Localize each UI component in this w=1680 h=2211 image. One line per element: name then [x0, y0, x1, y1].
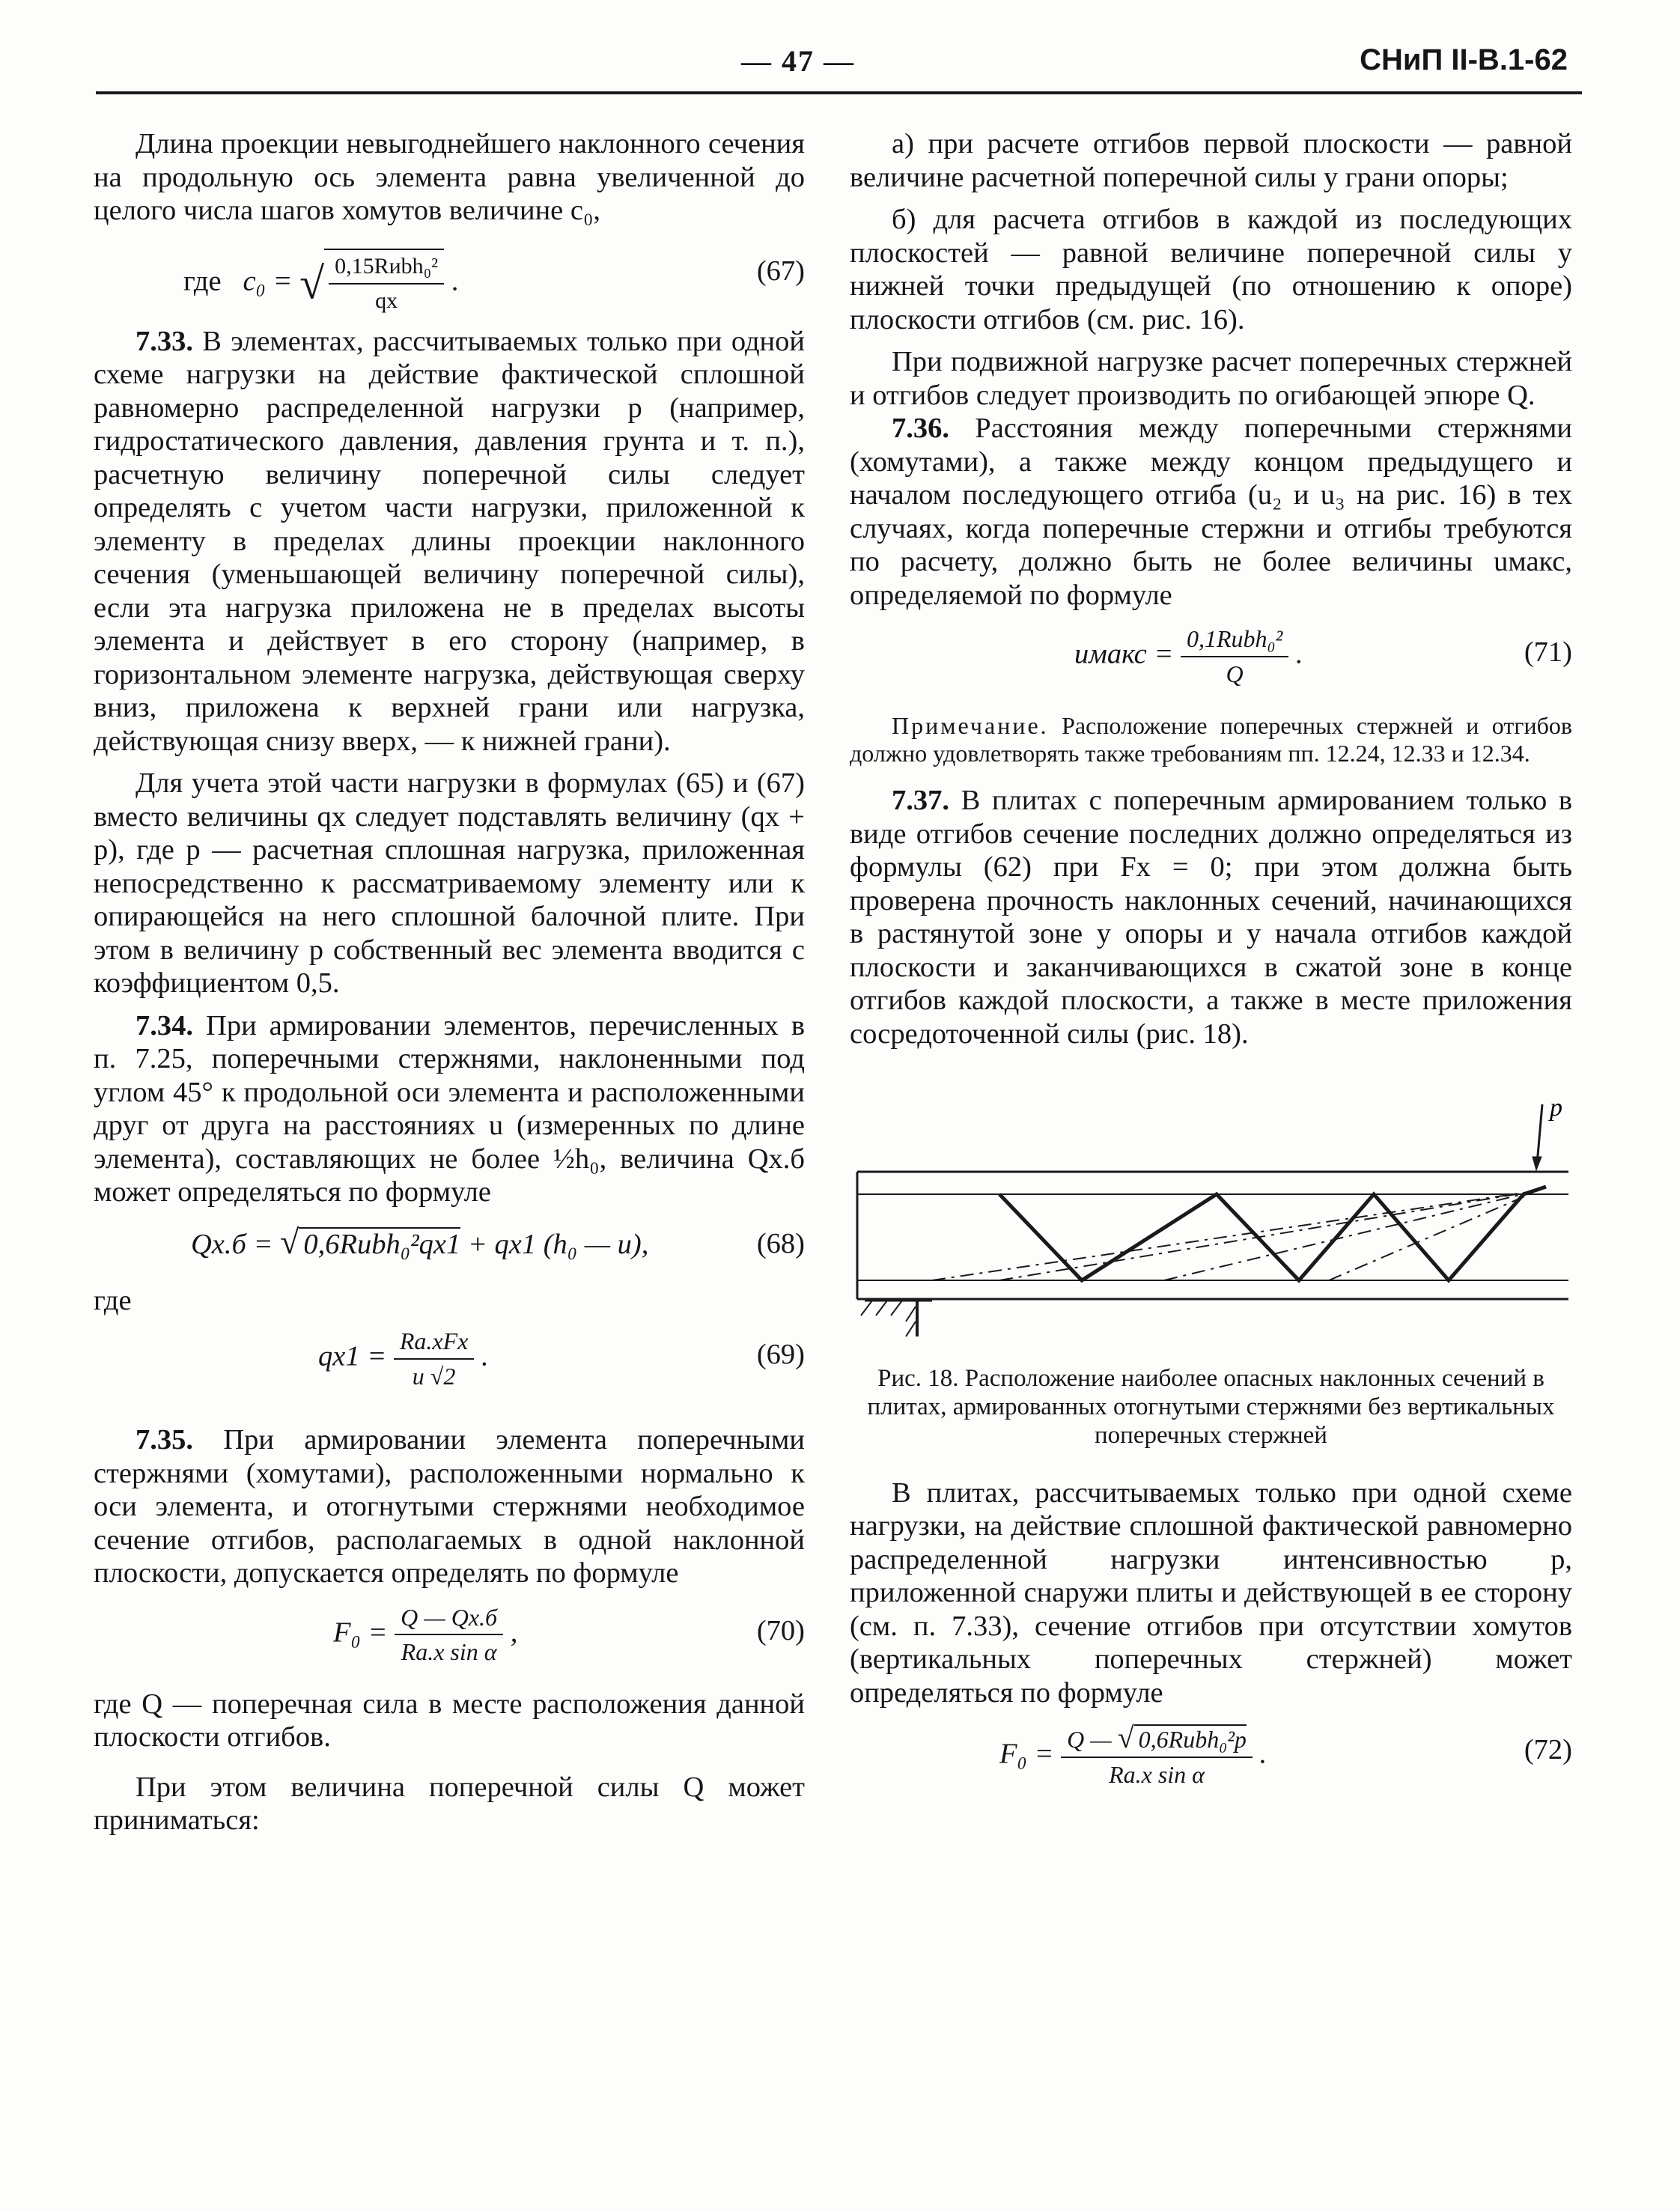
paragraph-shear-force: При этом величина поперечной силы Q может приниматься:: [94, 1771, 805, 1836]
page-number: — 47 —: [741, 44, 855, 78]
where-definition-q: где Q — поперечная сила в месте расположения данной плоскости отгибов.: [94, 1688, 805, 1753]
equation-70: F₀ = $\frac{Q — Qx.б}{\text{Ra.x sin α}}$ , (70): [94, 1598, 805, 1680]
where-label: где: [94, 1284, 132, 1316]
note-heading: Примечание.: [892, 712, 1049, 739]
section-text: Расстояния между поперечными стержнями (хомутами), а также между концом предыдущего и началом последующего отгиба (u₂ и u₃ на рис. 16) в тех случаях, когда поперечные стержни и отгибы требуются по расчету, должно быть не более величины uмакс, определяемой по формуле: [850, 413, 1572, 611]
eq72-lhs: F₀ =: [999, 1738, 1054, 1770]
note: [850, 712, 1572, 767]
eq71-lhs: uмакс =: [1074, 638, 1174, 670]
eq67-numerator: 0,15Rиbh₀²: [329, 250, 444, 285]
section-7-37: [850, 784, 1572, 1050]
eq71-label: (71): [1524, 636, 1572, 668]
equation-71: uмакс = $\frac{\text{0,1Rиbh₀²}}{Q}$ . (71): [850, 619, 1572, 702]
eq70-label: (70): [756, 1614, 805, 1646]
eq71-fraction: [1181, 622, 1288, 690]
eq72-root: 0,6Rиbh₀²p: [1134, 1724, 1247, 1753]
section-7-33: [94, 325, 805, 758]
eq69-lhs: qx1 =: [318, 1340, 387, 1372]
paragraph-slabs: В плитах, рассчитываемых только при одной схеме нагрузки, на действие сплошной фактической равномерно распределенной нагрузки интенсивностью p, приложенной снаружи плиты и действующей в ее сторону (см. п. 7.33), сечение отгибов при отсутствии хомутов (вертикальных поперечных стержней) может определяться по формуле: [850, 1476, 1572, 1709]
section-number: 7.36.: [892, 413, 949, 444]
eq71-denominator: Q: [1226, 660, 1244, 687]
inclined-section-3: [1164, 1190, 1539, 1280]
section-7-35: [94, 1423, 805, 1590]
eq70-numerator: Q — Qx.б: [395, 1601, 503, 1636]
note-text: Расположение поперечных стержней и отгибов должно удовлетворять также требованиям пп. 12.24, 12.33 и 12.34.: [850, 712, 1573, 767]
equation-68: Qx.б = √ 0,6Rиbh₀²qx1 + qx1 (h₀ — u), (68): [191, 1222, 805, 1261]
eq67-where: где: [183, 264, 222, 296]
eq72-numerator: Q — √ 0,6Rиbh₀²p: [1061, 1721, 1253, 1758]
eq69-denominator: u √2: [412, 1362, 456, 1390]
item-b: б) для расчета отгибов в каждой из последующих плоскостей — равной величине поперечной силы у нижней точки предыдущей (по отношению к опоре) плоскости отгибов (см. рис. 16).: [850, 204, 1572, 335]
eq67-label: (67): [756, 255, 805, 287]
equation-72: F₀ = $\frac{\text{Q — √ 0,6Rиbh₀²p}}{\text{Ra.x sin α}}$ . (72): [850, 1717, 1572, 1799]
load-label: p: [1550, 1094, 1562, 1122]
inclined-section-1: [932, 1190, 1539, 1280]
figure-caption: Рис. 18. Расположение наиболее опасных наклонных сечений в плитах, армированных отогнутыми стержнями без вертикальных поперечных стержней: [867, 1364, 1555, 1449]
equation-67: где c₀ = √ $\frac{\text{0,15Rиbh₀²}}{qx}$ . (67): [94, 235, 805, 317]
eq67-lhs: c₀ =: [243, 264, 293, 296]
eq68-label: (68): [756, 1227, 805, 1259]
eq72-num-q: Q —: [1067, 1726, 1112, 1753]
section-number: 7.34.: [136, 1009, 193, 1041]
section-text: В плитах с поперечным армированием только в виде отгибов сечение последних должно определяться из формулы (62) при Fx = 0; при этом должна быть проверена прочность наклонных сечений, начинающихся в растянутой зоне у опоры и у начала отгибов каждой плоскости и заканчивающихся в сжатой зоне в конце отгибов каждой плоскости, а также в месте приложения сосредоточенной силы (рис. 18).: [850, 785, 1573, 1050]
section-7-36: [850, 412, 1572, 612]
bent-bars: [999, 1187, 1546, 1280]
left-column: [94, 127, 805, 1837]
eq71-numerator: 0,1Rиbh₀²: [1181, 622, 1288, 657]
header-rule: [96, 91, 1582, 94]
item-a: а) при расчете отгибов первой плоскости — равной величине расчетной поперечной силы у грани опоры;: [850, 128, 1572, 193]
eq69-numerator: Ra.xFx: [394, 1325, 475, 1360]
section-number: 7.33.: [136, 325, 193, 357]
equation-69: qx1 = $\frac{\text{Ra.xFx}}{u √2}$ . (69): [94, 1325, 805, 1407]
section-text: При армировании элемента поперечными стержнями (хомутами), расположенными нормально к оси элемента, и отогнутыми стержнями необходимое сечение отгибов, располагаемых в одной наклонной плоскости, допускается определять по формуле: [94, 1424, 805, 1589]
eq72-denominator: Ra.x sin α: [1109, 1760, 1205, 1788]
support-hatching: [861, 1301, 916, 1336]
section-number: 7.37.: [892, 785, 949, 816]
eq69-label: (69): [756, 1339, 805, 1370]
eq70-lhs: F₀ =: [333, 1616, 388, 1648]
right-column: [850, 127, 1572, 1807]
inclined-section-4: [1329, 1190, 1539, 1280]
section-7-34: [94, 1009, 805, 1209]
load-arrow: [1537, 1104, 1542, 1164]
eq68-rest: + qx1 (h₀ — u),: [467, 1228, 649, 1260]
eq70-fraction: [395, 1601, 503, 1669]
eq70-denominator: Ra.x sin α: [401, 1638, 497, 1665]
section-text: В элементах, рассчитываемых только при одной схеме нагрузки на действие фактической сплошной равномерно распределенной нагрузки p (например, гидростатического давления, давления грунта и т. п.), расчетную величину поперечной силы следует определять с учетом части нагрузки, приложенной к элементу в пределах длины проекции наклонного сечения (уменьшающей величину поперечной силы), если эта нагрузка приложена не в пределах высоты элемента и действует в его сторону (например, в горизонтальном элементе нагрузка, действующая сверху вниз, приложена к верхней грани или нагрузка, действующая снизу вверх, — к нижней грани).: [94, 325, 805, 757]
section-text: При армировании элементов, перечисленных в п. 7.25, поперечными стержнями, наклоненными под углом 45° к продольной оси элемента и расположенными друг от друга на расстояниях u (измеренных по длине элемента), составляющих не более ½h₀, величина Qx.б может определяться по формуле: [94, 1009, 805, 1208]
document-code: СНиП II-В.1-62: [1360, 43, 1568, 76]
paragraph-moving-load: При подвижной нагрузке расчет поперечных стержней и отгибов следует производить по огибающей эпюре Q.: [850, 346, 1572, 411]
eq72-label: (72): [1524, 1734, 1572, 1766]
paragraph-load-account: Для учета этой части нагрузки в формулах (65) и (67) вместо величины qx следует подставлять величину (qx + p), где p — расчетная сплошная нагрузка, приложенная непосредственно к рассматриваемому элементу или к опирающейся на него сплошной балочной плите. При этом в величину p собственный вес элемента вводится с коэффициентом 0,5.: [94, 767, 805, 999]
eq72-fraction: [1061, 1721, 1253, 1791]
section-number: 7.35.: [136, 1424, 193, 1456]
eq68-root: 0,6Rиbh₀²qx1: [299, 1227, 460, 1260]
figure-18-slab-diagram: [850, 1082, 1572, 1351]
load-arrowhead: [1533, 1157, 1541, 1170]
eq67-denominator: qx: [375, 288, 398, 313]
inclined-section-2: [999, 1190, 1539, 1280]
eq67-fraction: [324, 249, 444, 318]
eq68-lhs: Qx.б =: [191, 1228, 273, 1260]
eq69-fraction: [394, 1325, 475, 1393]
paragraph-projection-length: Длина проекции невыгоднейшего наклонного сечения на продольную ось элемента равна увеличенной до целого числа шагов хомутов величине c₀,: [94, 128, 805, 226]
